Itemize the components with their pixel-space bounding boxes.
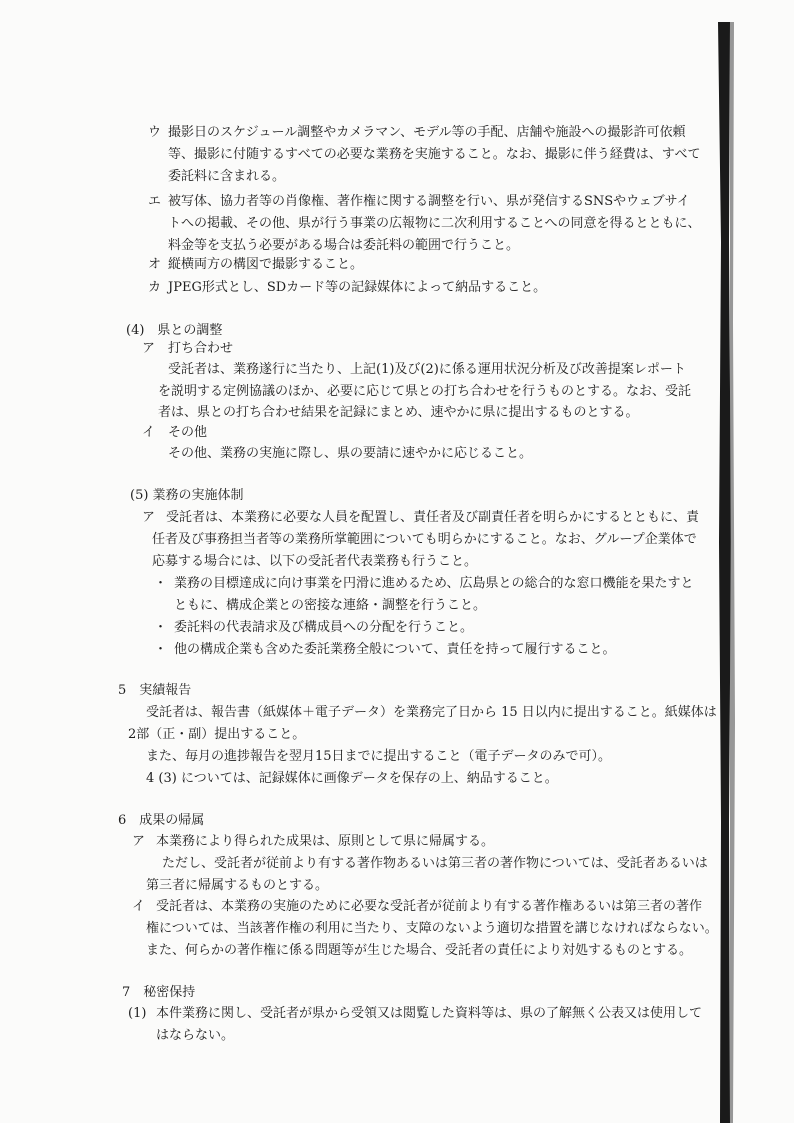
item-o-text: 縦横両方の構図で撮影すること。 (168, 257, 364, 272)
item-u-marker: ウ (148, 125, 162, 140)
chapter-5-heading: 5 実績報告 (118, 683, 192, 698)
chapter-6-i-marker: イ (132, 899, 146, 914)
item-o-marker: オ (148, 257, 162, 272)
chapter-7-p1-line-2: はならない。 (156, 1028, 235, 1043)
item-e-line-3: 料金等を支払う必要がある場合は委託料の範囲で行うこと。 (168, 238, 520, 253)
chapter-6-a-line-1: 本業務により得られた成果は、原則として県に帰属する。 (156, 834, 495, 849)
scan-shadow-edge (712, 22, 738, 1123)
section-4-i-line-1: その他、業務の実施に際し、県の要請に速やかに応じること。 (168, 446, 533, 461)
section-5-a-line-1: 受託者は、本業務に必要な人員を配置し、責任者及び副責任者を明らかにするとともに、責 (166, 510, 700, 525)
section-5-a-line-3: 応募する場合には、以下の受託者代表業務も行うこと。 (152, 554, 478, 569)
chapter-7-heading: 7 秘密保持 (122, 985, 196, 1000)
section-4-i-heading: イ その他 (142, 425, 208, 440)
chapter-6-a-line-2: ただし、受託者が従前より有する著作物あるいは第三者の著作物については、受託者あるいは (162, 856, 708, 871)
chapter-5-line-1: 受託者は、報告書（紙媒体＋電子データ）を業務完了日から 15 日以内に提出すること。紙媒体は (146, 705, 717, 720)
bullet-2-line-1: 委託料の代表請求及び構成員への分配を行うこと。 (174, 620, 474, 635)
section-4-heading: (4) 県との調整 (126, 323, 223, 338)
chapter-7-p1-marker: (1) (128, 1006, 147, 1021)
item-e-line-1: 被写体、協力者等の肖像権、著作権に関する調整を行い、県が発信するSNSやウェブサイ (168, 194, 690, 209)
item-u-line-3: 委託料に含まれる。 (168, 169, 286, 184)
item-u-line-1: 撮影日のスケジュール調整やカメラマン、モデル等の手配、店舗や施設への撮影許可依頼 (168, 125, 686, 140)
bullet-mark: ・ (154, 642, 168, 657)
chapter-6-heading: 6 成果の帰属 (118, 813, 205, 828)
chapter-6-i-line-2: 権については、当該著作権の利用に当たり、支障のないよう適切な措置を講じなければならない。 (146, 921, 718, 936)
section-4-a-heading: ア 打ち合わせ (142, 341, 234, 356)
bullet-3-line-1: 他の構成企業も含めた委託業務全般について、責任を持って履行すること。 (174, 642, 616, 657)
chapter-5-line-4: 4 (3) については、記録媒体に画像データを保存の上、納品すること。 (146, 771, 558, 786)
item-e-marker: エ (148, 194, 162, 209)
item-e-line-2: トへの掲載、その他、県が行う事業の広報物に二次利用することへの同意を得るとともに、 (168, 216, 701, 231)
chapter-7-p1-line-1: 本件業務に関し、受託者が県から受領又は閲覧した資料等は、県の了解無く公表又は使用して (156, 1006, 703, 1021)
section-4-a-line-1: 受託者は、業務遂行に当たり、上記(1)及び(2)に係る運用状況分析及び改善提案レポート (168, 362, 686, 377)
bullet-mark: ・ (154, 620, 168, 635)
chapter-6-a-line-3: 第三者に帰属するものとする。 (146, 878, 329, 893)
item-ka-text: JPEG形式とし、SDカード等の記録媒体によって納品すること。 (168, 280, 547, 295)
chapter-6-a-marker: ア (132, 834, 146, 849)
bullet-mark: ・ (154, 576, 168, 591)
section-5-a-marker: ア (142, 510, 156, 525)
chapter-5-line-2: 2部（正・副）提出すること。 (128, 727, 306, 742)
chapter-5-line-3: また、毎月の進捗報告を翌月15日までに提出すること（電子データのみで可）。 (146, 749, 612, 764)
bullet-1-line-1: 業務の目標達成に向け事業を円滑に進めるため、広島県との総合的な窓口機能を果たすと (174, 576, 694, 591)
section-5-a-line-2: 任者及び事務担当者等の業務所掌範囲についても明らかにすること。なお、グループ企業体で (152, 532, 697, 547)
section-4-a-line-2: を説明する定例協議のほか、必要に応じて県との打ち合わせを行うものとする。なお、受託 (158, 384, 692, 399)
section-5-heading: (5) 業務の実施体制 (130, 488, 244, 503)
chapter-6-i-line-3: また、何らかの著作権に係る問題等が生じた場合、受託者の責任により対処するものとする。 (146, 943, 693, 958)
bullet-1-line-2: ともに、構成企業との密接な連絡・調整を行うこと。 (174, 598, 487, 613)
section-4-a-line-3: 者は、県との打ち合わせ結果を記録にまとめ、速やかに県に提出するものとする。 (158, 405, 639, 420)
chapter-6-i-line-1: 受託者は、本業務の実施のために必要な受託者が従前より有する著作権あるいは第三者の著作 (156, 899, 703, 914)
item-ka-marker: カ (148, 280, 162, 295)
item-u-line-2: 等、撮影に付随するすべての必要な業務を実施すること。なお、撮影に伴う経費は、すべて (168, 147, 701, 162)
